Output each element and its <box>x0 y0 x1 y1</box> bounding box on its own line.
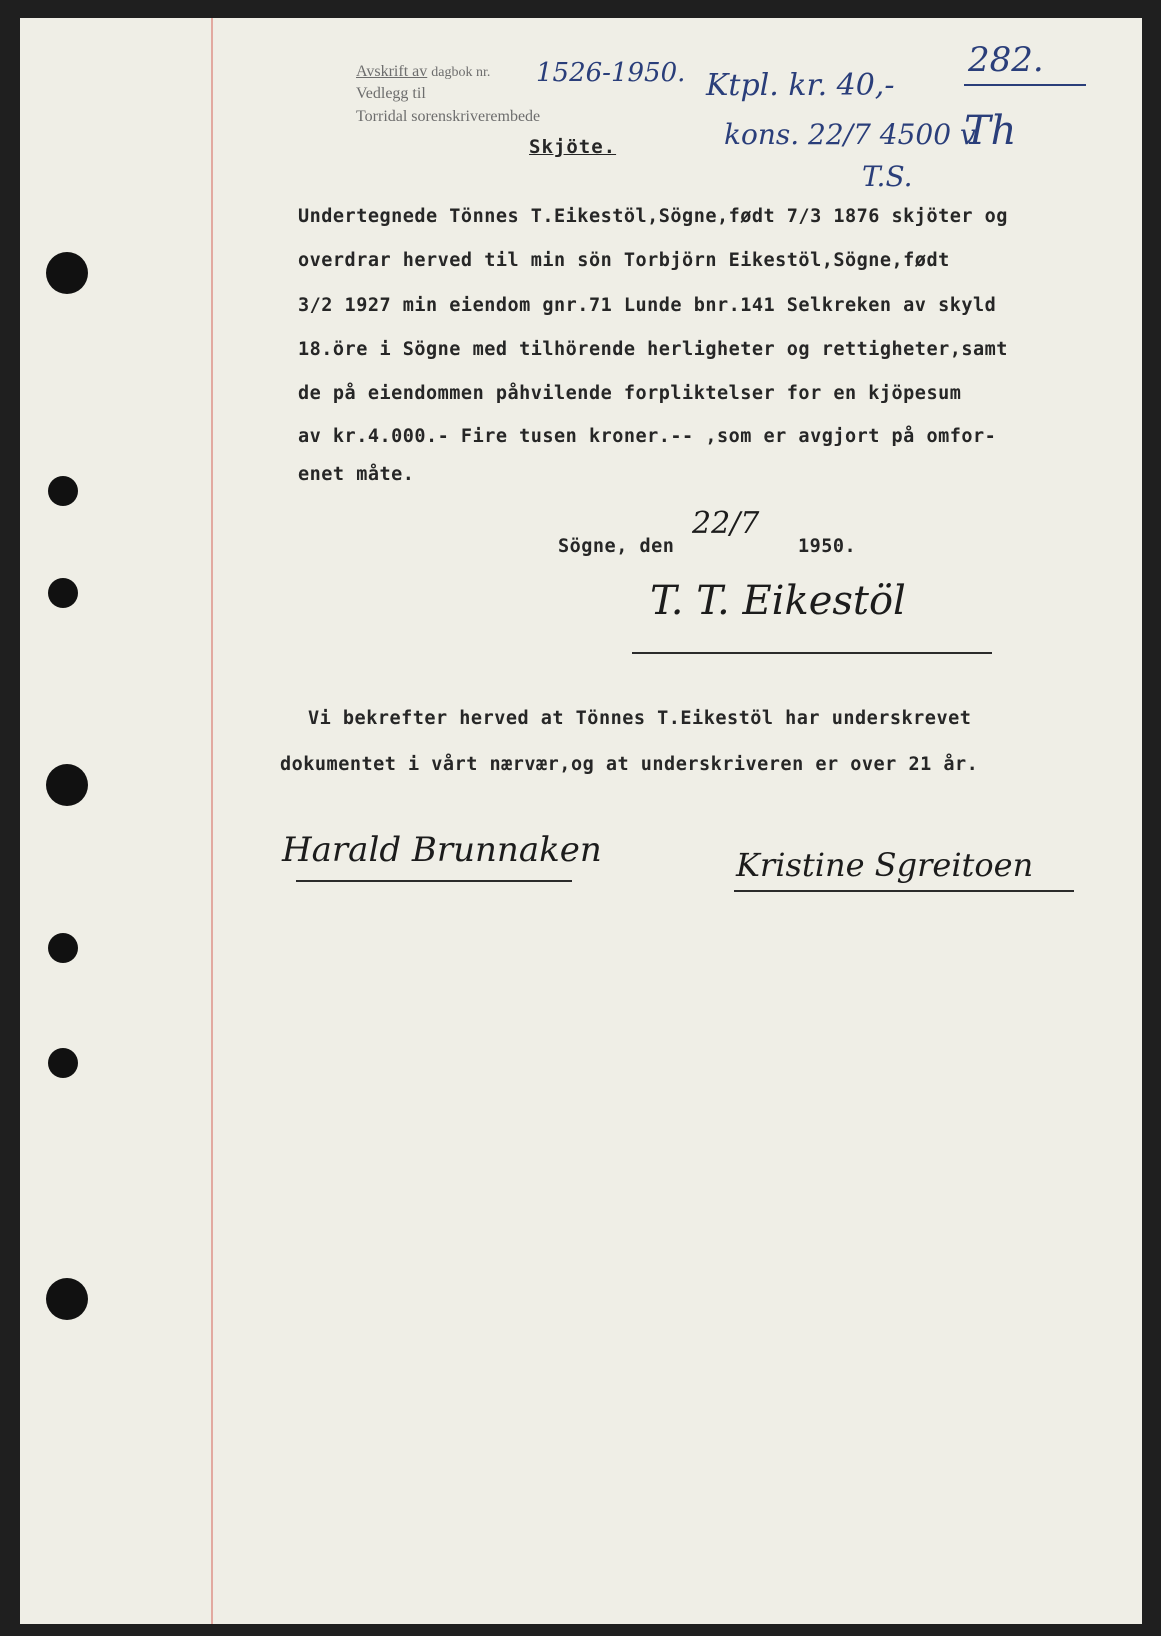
witness-signature-2: Kristine Sgreitoen <box>736 846 1034 884</box>
signature-tonnes: T. T. Eikestöl <box>650 578 906 624</box>
document-page <box>20 18 1142 1624</box>
binder-hole <box>46 252 88 294</box>
body-line: 3/2 1927 min eiendom gnr.71 Lunde bnr.141 Selkreken av skyld <box>298 295 997 316</box>
page-number-underline <box>964 84 1086 86</box>
binder-hole <box>46 1278 88 1320</box>
print-header-line2: Vedlegg til <box>356 85 426 102</box>
witness-signature-line-2 <box>734 890 1074 892</box>
body-line: Undertegnede Tönnes T.Eikestöl,Sögne,født 7/3 1876 skjöter og <box>298 206 1008 227</box>
binder-hole <box>46 764 88 806</box>
handwritten-initials: Th <box>964 108 1017 154</box>
binder-hole <box>48 578 78 608</box>
binder-hole <box>48 476 78 506</box>
signature-line <box>632 652 992 654</box>
dagbok-number: 1526-1950. <box>536 58 686 88</box>
fee-note-line2: kons. 22/7 4500 v <box>724 118 976 151</box>
margin-line <box>211 18 213 1624</box>
witness-line: dokumentet i vårt nærvær,og at underskriveren er over 21 år. <box>280 754 979 775</box>
witness-line: Vi bekrefter herved at Tönnes T.Eikestöl har underskrevet <box>308 708 972 729</box>
date-prefix: Sögne, den <box>558 536 675 557</box>
date-year: 1950. <box>798 536 857 557</box>
print-header-line3: Torridal sorenskriverembede <box>356 108 541 125</box>
print-header-line1: Avskrift av dagbok nr. <box>356 63 491 80</box>
body-line: overdrar herved til min sön Torbjörn Eikestöl,Sögne,født <box>298 250 950 271</box>
binder-hole <box>48 1048 78 1078</box>
body-line: 18.öre i Sögne med tilhörende herligheter og rettigheter,samt <box>298 339 1008 360</box>
body-line: enet måte. <box>298 464 415 485</box>
body-line: av kr.4.000.- Fire tusen kroner.-- ,som er avgjort på omfor- <box>298 426 997 447</box>
document-title: Skjöte. <box>529 136 617 158</box>
witness-signature-line-1 <box>296 880 572 882</box>
date-handwritten: 22/7 <box>692 506 760 541</box>
witness-signature-1: Harald Brunnaken <box>282 830 602 870</box>
handwritten-initials-under: T.S. <box>862 160 913 193</box>
body-line: de på eiendommen påhvilende forpliktelser for en kjöpesum <box>298 383 962 404</box>
page-number: 282. <box>968 40 1044 80</box>
binder-hole <box>48 933 78 963</box>
fee-note-line1: Ktpl. kr. 40,- <box>706 68 895 103</box>
